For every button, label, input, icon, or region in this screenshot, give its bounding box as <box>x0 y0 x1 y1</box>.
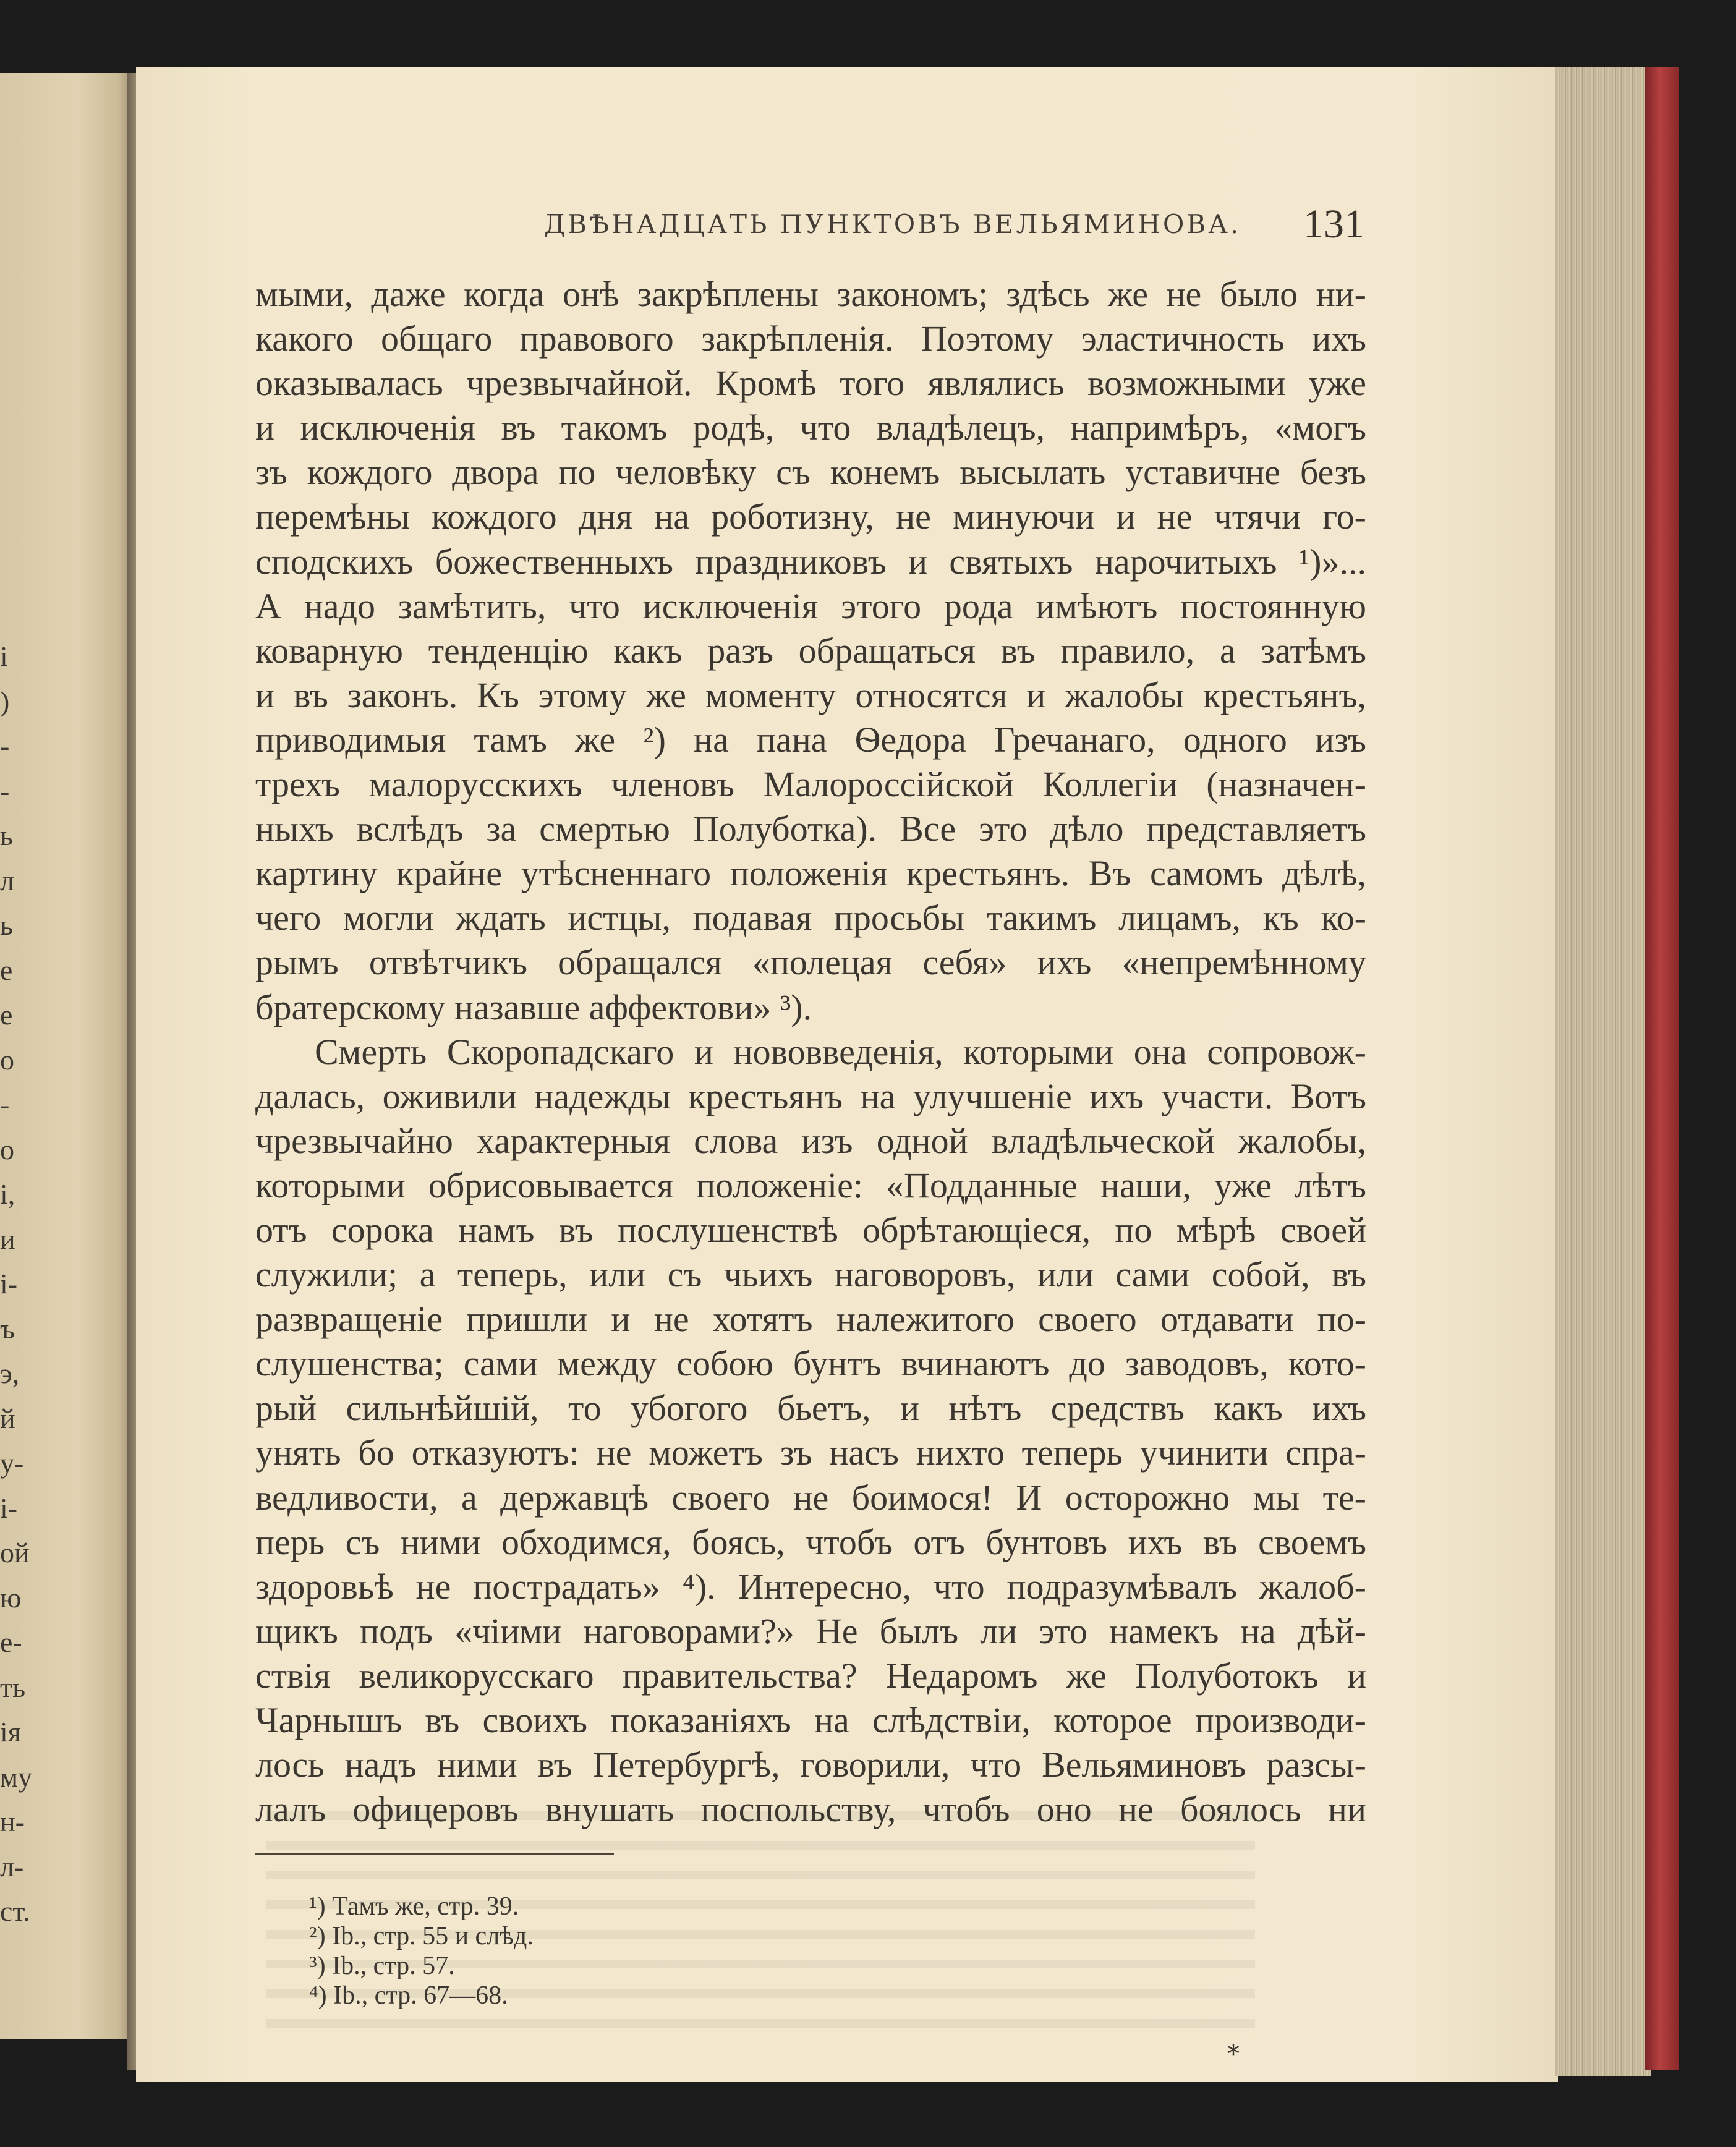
running-title: ДВѢНАДЦАТЬ ПУНКТОВЪ ВЕЛЬЯМИНОВА. <box>544 209 1241 239</box>
text-line: ствія великорусскаго правительства? Недаромъ же Полуботокъ и <box>255 1655 1366 1696</box>
text-line: лось надъ ними въ Петербургѣ, говорили, что Вельяминовъ разсы- <box>255 1745 1366 1785</box>
text-line: А надо замѣтить, что исключенія этого рода имѣютъ постоянную <box>255 585 1366 626</box>
book-cover-edge <box>1645 67 1679 2070</box>
text-line: здоровьѣ не пострадать» ⁴). Интересно, что подразумѣвалъ жалоб- <box>255 1566 1366 1607</box>
text-line: зъ кождого двора по человѣку съ конемъ высылать уставичне безъ <box>255 452 1366 493</box>
left-page-fragment: у- <box>0 1447 24 1479</box>
text-line: слушенства; сами между собою бунтъ вчинаютъ до заводовъ, кото- <box>255 1343 1366 1384</box>
page-block-edge <box>1555 67 1651 2076</box>
text-line: коварную тенденцію какъ разъ обращаться въ правило, а затѣмъ <box>255 630 1366 671</box>
footnote-divider <box>255 1853 614 1855</box>
left-page-fragment: - <box>0 730 10 762</box>
left-page-fragment: ю <box>0 1581 22 1613</box>
text-line: какого общаго правового закрѣпленія. Поэтому эластичность ихъ <box>255 318 1366 359</box>
left-page-fragment: - <box>0 1089 10 1120</box>
text-line: оказывалась чрезвычайной. Кромѣ того являлись возможными уже <box>255 363 1366 404</box>
text-line: перемѣны кождого дня на роботизну, не минуючи и не чтячи го- <box>255 496 1366 537</box>
text-line: которыми обрисовывается положеніе: «Подданные наши, уже лѣтъ <box>255 1165 1366 1205</box>
left-page-fragment: о <box>0 1133 14 1165</box>
left-page-fragment: і- <box>0 1492 18 1524</box>
body-text <box>255 272 1366 1832</box>
text-line: Смерть Скоропадскаго и нововведенія, которыми она сопровож- <box>315 1031 1366 1072</box>
left-page-fragment: ь <box>0 820 13 851</box>
footnotes <box>309 1892 534 2010</box>
left-page-fragment: и <box>0 1223 15 1255</box>
footnote: ⁴) Ib., стр. 67—68. <box>309 1981 508 2010</box>
left-page-fragment: і <box>0 640 8 672</box>
page-number: 131 <box>1303 202 1364 247</box>
left-page-fragment: е <box>0 954 13 986</box>
text-line: Чарнышъ въ своихъ показаніяхъ на слѣдствіи, которое производи- <box>255 1700 1366 1740</box>
left-page-fragment: і, <box>0 1178 15 1210</box>
left-page-fragment: е <box>0 999 13 1031</box>
text-line: рымъ отвѣтчикъ обращался «полецая себя» ихъ «непремѣнному <box>255 942 1366 983</box>
left-page-fragment: і- <box>0 1268 18 1299</box>
left-page-fragment: й <box>0 1402 15 1434</box>
left-page-fragment: ой <box>0 1537 30 1568</box>
text-line: братерскому назавше аффектови» ³). <box>255 987 812 1027</box>
text-line: сподскихъ божественныхъ праздниковъ и святыхъ нарочитыхъ ¹)»... <box>255 541 1366 582</box>
left-page-fragment: - <box>0 775 10 807</box>
left-page-fragment: му <box>0 1761 33 1793</box>
footnote: ²) Ib., стр. 55 и слѣд. <box>309 1922 534 1950</box>
text-line: рый сильнѣйшій, то убогого бьетъ, и нѣтъ средствъ какъ ихъ <box>255 1388 1366 1429</box>
text-line: ведливости, а державцѣ своего не боимося! И осторожно мы те- <box>255 1477 1366 1518</box>
left-page-fragment: е- <box>0 1626 22 1658</box>
text-line: развращеніе пришли и не хотятъ належитого своего отдавати по- <box>255 1299 1366 1340</box>
left-page-fragment: ) <box>0 685 10 717</box>
text-line: мыми, даже когда онѣ закрѣплены закономъ; здѣсь же не было ни- <box>255 274 1366 314</box>
left-page-fragment: л <box>0 864 14 896</box>
left-page-fragment: ст. <box>0 1895 30 1927</box>
text-line: и исключенія въ такомъ родѣ, что владѣлецъ, напримѣръ, «могъ <box>255 407 1366 448</box>
text-line: щикъ подъ «чіими наговорами?» Не былъ ли это намекъ на дѣй- <box>255 1610 1366 1651</box>
left-page-fragment: ъ <box>0 1312 15 1345</box>
left-page-fragment: ія <box>0 1716 21 1748</box>
previous-page-edge <box>0 73 139 2039</box>
left-page-fragment: ть <box>0 1671 26 1703</box>
text-line: картину крайне утѣсненнаго положенія крестьянъ. Въ самомъ дѣлѣ, <box>255 853 1366 894</box>
left-page-fragment: л- <box>0 1850 24 1882</box>
left-page-fragment: ь <box>0 909 13 941</box>
footnote: ³) Ib., стр. 57. <box>309 1952 455 1980</box>
text-line: приводимыя тамъ же ²) на пана Ѳедора Гречанаго, одного изъ <box>255 719 1366 760</box>
footnote: ¹) Тамъ же, стр. 39. <box>309 1892 519 1921</box>
text-line: далась, оживили надежды крестьянъ на улучшеніе ихъ участи. Вотъ <box>255 1076 1366 1116</box>
text-line: перь съ ними обходимся, боясь, чтобъ отъ бунтовъ ихъ въ своемъ <box>255 1521 1366 1562</box>
left-page-fragment: о <box>0 1044 14 1076</box>
signature-mark: * <box>1227 2040 1240 2068</box>
text-line: чрезвычайно характерныя слова изъ одной владѣльческой жалобы, <box>255 1120 1366 1161</box>
text-line: унять бо отказуютъ: не можетъ зъ насъ нихто теперь учинити спра- <box>255 1432 1366 1473</box>
text-line: отъ сорока намъ въ послушенствѣ обрѣтающіеся, по мѣрѣ своей <box>255 1209 1366 1250</box>
text-line: трехъ малорусскихъ членовъ Малороссійской Коллегіи (назначен- <box>255 764 1366 805</box>
text-line: служили; а теперь, или съ чьихъ наговоровъ, или сами собой, въ <box>255 1254 1366 1295</box>
left-page-fragment: э, <box>0 1358 20 1389</box>
text-line: и въ законъ. Къ этому же моменту относятся и жалобы крестьянъ, <box>255 674 1366 715</box>
text-line: лалъ офицеровъ внушать поспольству, чтобъ оно не боялось ни <box>255 1789 1366 1830</box>
text-line: чего могли ждать истцы, подавая просьбы такимъ лицамъ, къ ко- <box>255 898 1366 938</box>
left-page-fragment: н- <box>0 1806 25 1837</box>
text-line: ныхъ вслѣдъ за смертью Полуботка). Все это дѣло представляетъ <box>255 809 1366 849</box>
